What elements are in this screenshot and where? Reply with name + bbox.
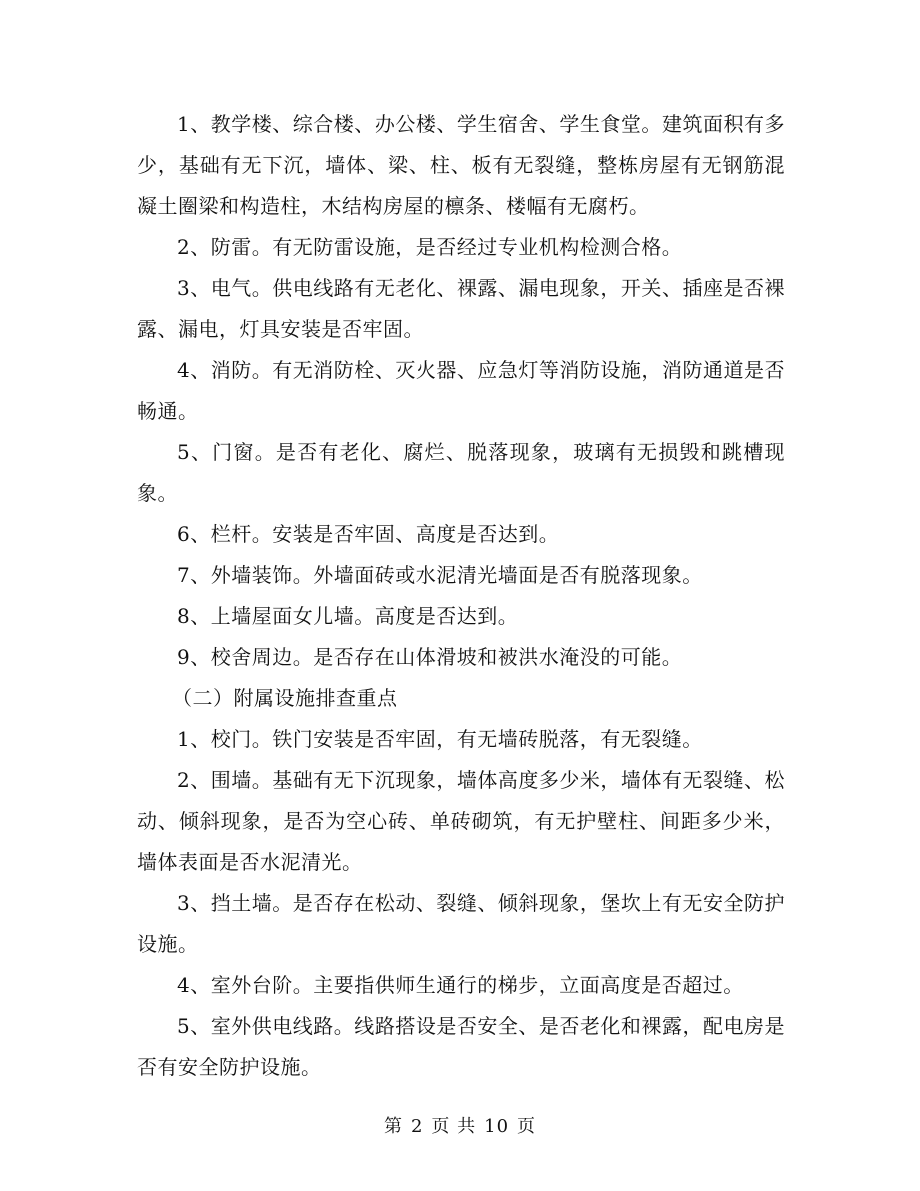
page-footer	[0, 1112, 920, 1138]
paragraph-item-5: 5、门窗。是否有老化、腐烂、脱落现象，玻璃有无损毁和跳槽现象。	[137, 440, 785, 505]
paragraph-attached-3: 3、挡土墙。是否存在松动、裂缝、倾斜现象，堡坎上有无安全防护设施。	[137, 891, 785, 956]
document-body	[137, 104, 785, 1088]
paragraph-attached-4: 4、室外台阶。主要指供师生通行的梯步，立面高度是否超过。	[177, 973, 744, 997]
paragraph-item-9: 9、校舍周边。是否存在山体滑坡和被洪水淹没的可能。	[177, 645, 683, 669]
paragraph-item-2: 2、防雷。有无防雷设施，是否经过专业机构检测合格。	[177, 235, 683, 259]
section-heading: （二）附属设施排查重点	[172, 686, 398, 710]
paragraph-item-8: 8、上墙屋面女儿墙。高度是否达到。	[177, 604, 519, 628]
footer-page-number: 2	[410, 1116, 424, 1137]
paragraph-item-4: 4、消防。有无消防栓、灭火器、应急灯等消防设施，消防通道是否畅通。	[137, 358, 785, 423]
footer-suffix: 页	[517, 1116, 537, 1137]
footer-prefix: 第	[383, 1116, 403, 1137]
paragraph-item-6: 6、栏杆。安装是否牢固、高度是否达到。	[177, 522, 560, 546]
footer-total-pages: 10	[484, 1116, 510, 1137]
paragraph-attached-5: 5、室外供电线路。线路搭设是否安全、是否老化和裸露，配电房是否有安全防护设施。	[137, 1014, 785, 1079]
paragraph-attached-1: 1、校门。铁门安装是否牢固，有无墙砖脱落，有无裂缝。	[177, 727, 703, 751]
paragraph-item-7: 7、外墙装饰。外墙面砖或水泥清光墙面是否有脱落现象。	[177, 563, 703, 587]
paragraph-item-1: 1、教学楼、综合楼、办公楼、学生宿舍、学生食堂。建筑面积有多少，基础有无下沉，墙体、梁、柱、板有无裂缝，整栋房屋有无钢筋混凝土圈梁和构造柱，木结构房屋的檩条、楼幅有无腐朽。	[137, 112, 785, 218]
paragraph-item-3: 3、电气。供电线路有无老化、裸露、漏电现象，开关、插座是否裸露、漏电，灯具安装是否牢固。	[137, 276, 785, 341]
paragraph-attached-2: 2、围墙。基础有无下沉现象，墙体高度多少米，墙体有无裂缝、松动、倾斜现象，是否为空心砖、单砖砌筑，有无护壁柱、间距多少米，墙体表面是否水泥清光。	[137, 768, 785, 874]
footer-middle: 页 共	[431, 1116, 477, 1137]
